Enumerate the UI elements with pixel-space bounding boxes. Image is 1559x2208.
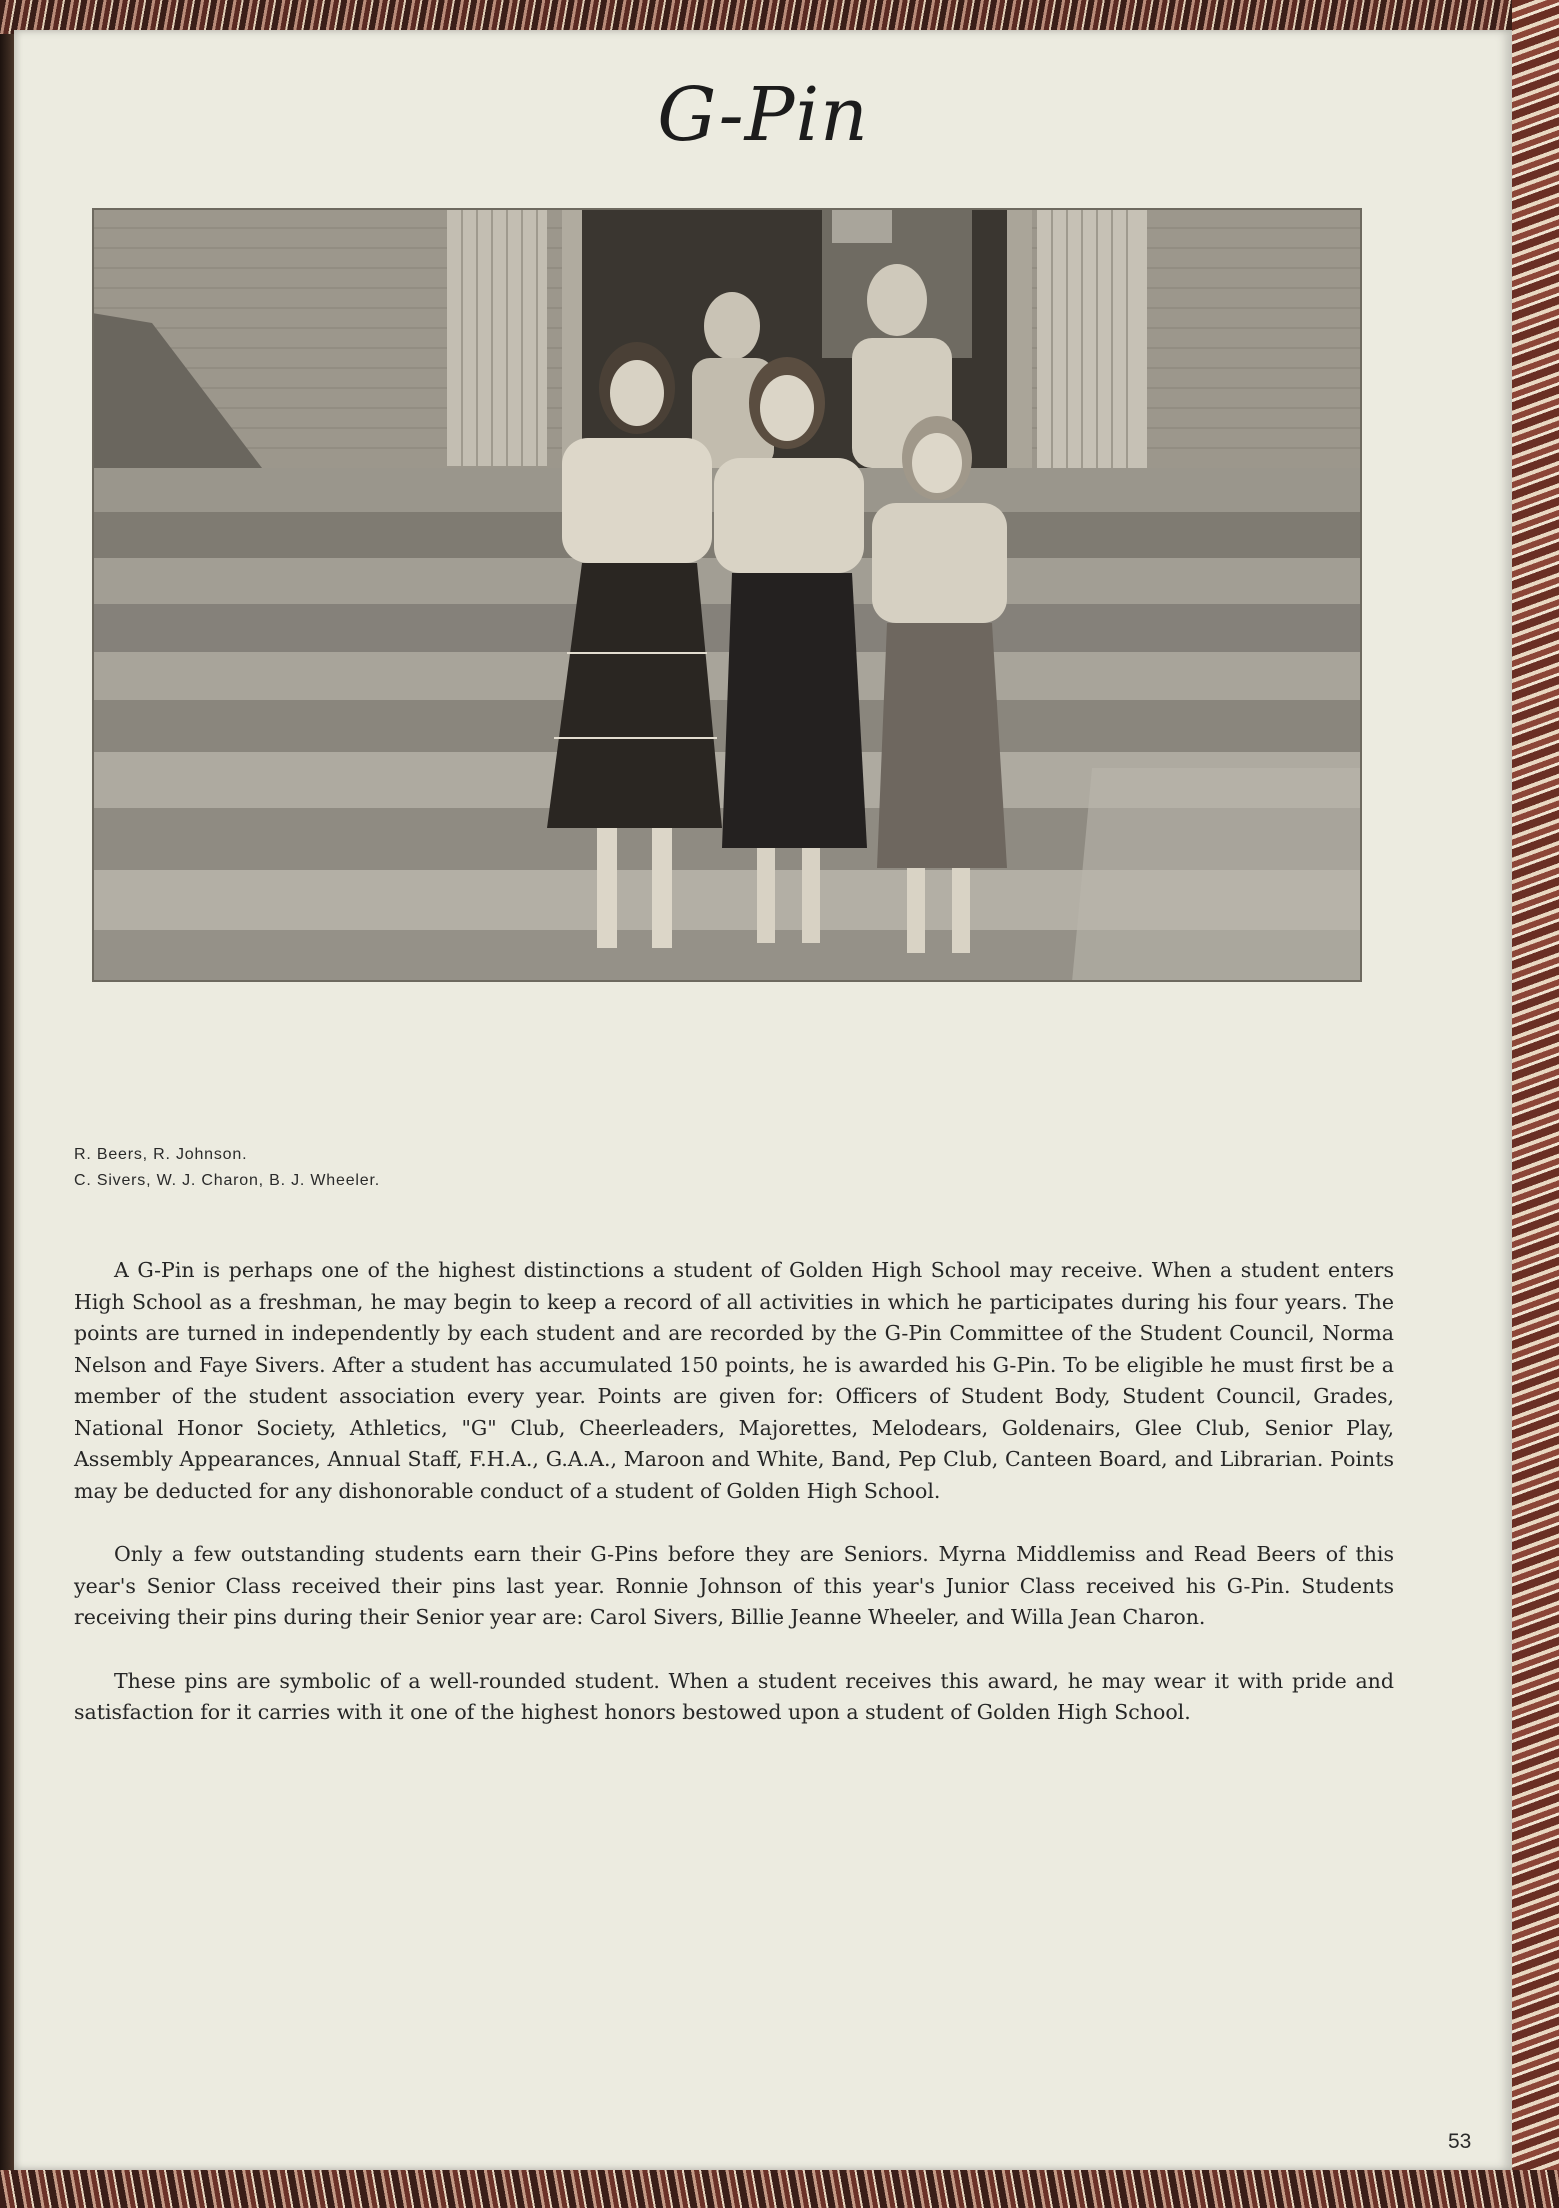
page-number: 53 <box>1448 2130 1472 2153</box>
marbled-top-edge <box>0 0 1559 34</box>
article-body <box>74 1255 1394 1761</box>
yearbook-page <box>14 30 1512 2170</box>
binding-left-edge <box>0 0 14 2208</box>
marbled-right-edge <box>1512 0 1559 2208</box>
caption-line-front-row: C. Sivers, W. J. Charon, B. J. Wheeler. <box>74 1172 380 1189</box>
page-title: G-Pin <box>657 72 869 158</box>
photo-caption <box>74 1142 380 1194</box>
group-photo-icon <box>92 208 1362 982</box>
marbled-bottom-edge <box>0 2170 1559 2208</box>
paragraph: These pins are symbolic of a well-rounded student. When a student receives this award, he may wear it with pride and satisfaction for it carries with it one of the highest honors bestowed upon a student of Golden High School. <box>74 1668 1394 1724</box>
paragraph: Only a few outstanding students earn their G-Pins before they are Seniors. Myrna Middlemiss and Read Beers of this year's Senior Class received their pins last year. Ronnie Johnson of this year's Junior Class received his G-Pin. Students receiving their pins during their Senior year are: Carol Sivers, Billie Jeanne Wheeler, and Willa Jean Charon. <box>74 1542 1394 1629</box>
group-photo <box>92 208 1362 982</box>
paragraph: A G-Pin is perhaps one of the highest distinctions a student of Golden High School may receive. When a student enters High School as a freshman, he may begin to keep a record of all activities in which he participates during his four years. The points are turned in independently by each student and are recorded by the G-Pin Committee of the Student Council, Norma Nelson and Faye Sivers. After a student has accumulated 150 points, he is awarded his G-Pin. To be eligible he must first be a member of the student association every year. Points are given for: Officers of Student Body, Student Council, Grades, National Honor Society, Athletics, "G" Club, Cheerleaders, Majorettes, Melodears, Goldenairs, Glee Club, Senior Play, Assembly Appearances, Annual Staff, F.H.A., G.A.A., Maroon and White, Band, Pep Club, Canteen Board, and Librarian. Points may be deducted for any dishonorable conduct of a student of Golden High School. <box>74 1258 1394 1503</box>
caption-line-back-row: R. Beers, R. Johnson. <box>74 1146 248 1163</box>
